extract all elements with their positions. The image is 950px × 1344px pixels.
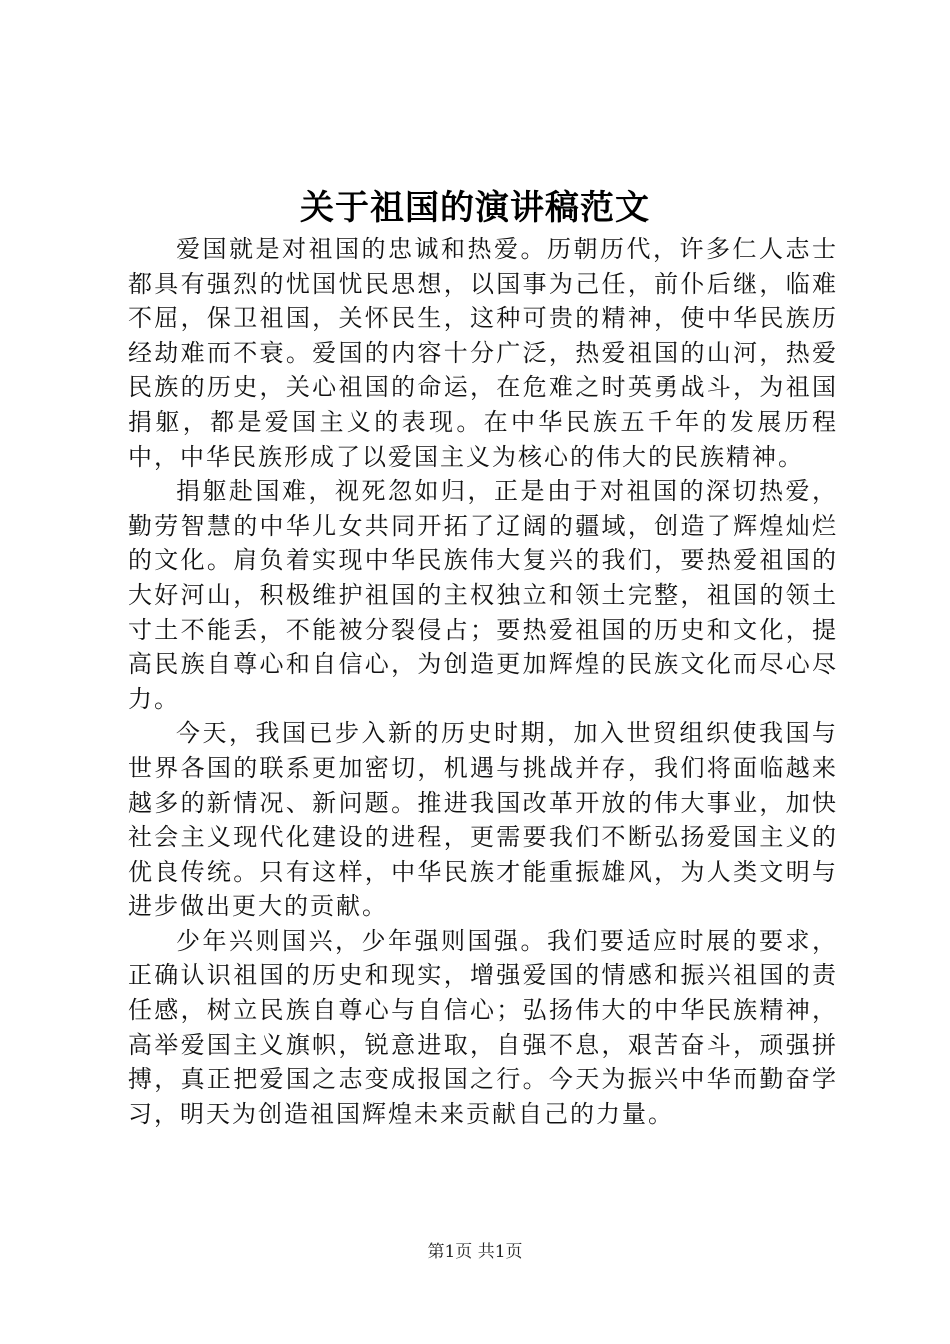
paragraph-3: 今天，我国已步入新的历史时期，加入世贸组织使我国与世界各国的联系更加密切，机遇与挑战并存，我们将面临越来越多的新情况、新问题。推进我国改革开放的伟大事业，加快社会主义现代化建设的进程，更需要我们不断弘扬爱国主义的优良传统。只有这样，中华民族才能重振雄风，为人类文明与进步做出更大的贡献。	[128, 719, 838, 921]
paragraph-2: 捐躯赴国难，视死忽如归，正是由于对祖国的深切热爱，勤劳智慧的中华儿女共同开拓了辽阔的疆域，创造了辉煌灿烂的文化。肩负着实现中华民族伟大复兴的我们，要热爱祖国的大好河山，积极维护祖国的主权独立和领土完整，祖国的领土寸土不能丢，不能被分裂侵占；要热爱祖国的历史和文化，提高民族自尊心和自信心，为创造更加辉煌的民族文化而尽心尽力。	[128, 477, 838, 713]
page-footer: 第1页 共1页	[427, 1242, 523, 1262]
paragraph-1: 爱国就是对祖国的忠诚和热爱。历朝历代，许多仁人志士都具有强烈的忧国忧民思想，以国事为己任，前仆后继，临难不屈，保卫祖国，关怀民生，这种可贵的精神，使中华民族历经劫难而不衰。爱国的内容十分广泛，热爱祖国的山河，热爱民族的历史，关心祖国的命运，在危难之时英勇战斗，为祖国捐躯，都是爱国主义的表现。在中华民族五千年的发展历程中，中华民族形成了以爱国主义为核心的伟大的民族精神。	[128, 235, 838, 471]
document-body	[128, 232, 838, 1131]
paragraph-4: 少年兴则国兴，少年强则国强。我们要适应时展的要求，正确认识祖国的历史和现实，增强爱国的情感和振兴祖国的责任感，树立民族自尊心与自信心；弘扬伟大的中华民族精神，高举爱国主义旗帜，锐意进取，自强不息，艰苦奋斗，顽强拼搏，真正把爱国之志变成报国之行。今天为振兴中华而勤奋学习，明天为创造祖国辉煌未来贡献自己的力量。	[128, 926, 838, 1128]
document-title: 关于祖国的演讲稿范文	[300, 188, 650, 228]
